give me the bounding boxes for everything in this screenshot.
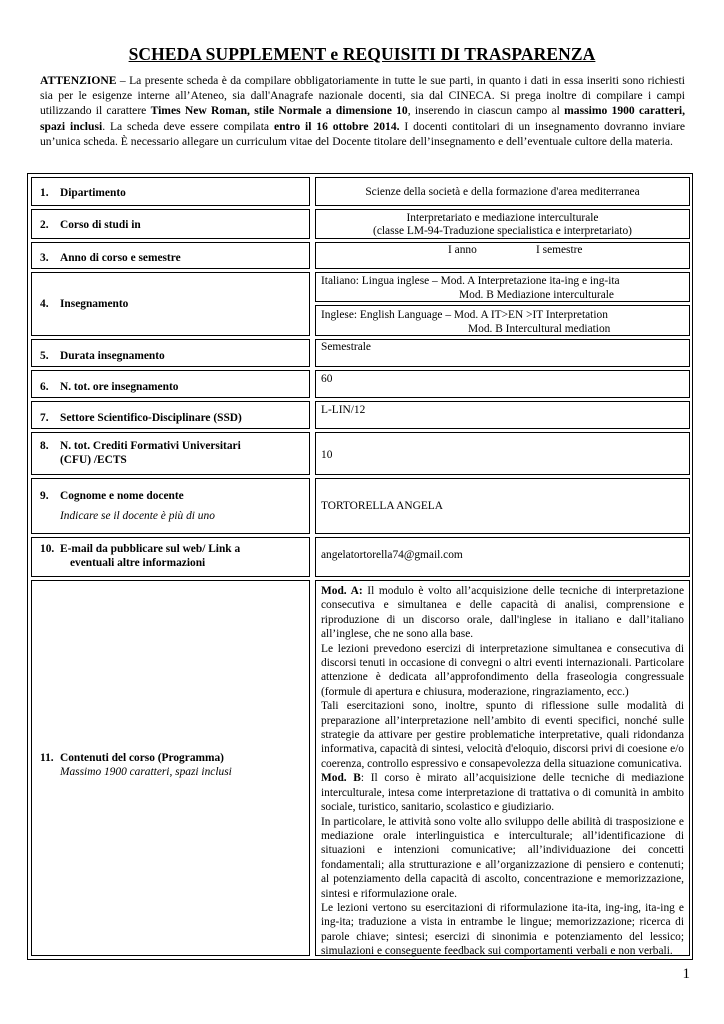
row-11-label: 11. Contenuti del corso (Programma) — [40, 752, 224, 764]
row-10-label: 10. E-mail da pubblicare sul web/ Link a — [40, 543, 241, 555]
duration-field[interactable] — [315, 339, 690, 367]
row-4-label: 4. Insegnamento — [40, 298, 129, 310]
program-mod-b: Mod. B: Il corso è mirato all’acquisizione delle tecniche di mediazione interculturale, intesa come interpretazione di trattativa o di comunità in ambito sociale, turistico, sanitario, scolastico e giudiziario. — [321, 772, 684, 814]
intro-max-bold: massimo 1900 caratteri, spazi inclusi — [40, 104, 685, 133]
year-semester-field[interactable] — [315, 242, 690, 269]
row-9-label-cell — [31, 478, 310, 534]
course-english-field[interactable] — [315, 305, 690, 336]
course-english-2: Mod. B Intercultural mediation — [468, 323, 611, 335]
total-hours-field[interactable] — [315, 370, 690, 398]
row-1-label-cell — [31, 177, 310, 206]
course-italian-2: Mod. B Mediazione interculturale — [459, 289, 614, 301]
row-8-label: 8. N. tot. Crediti Formativi Universitari — [40, 440, 241, 452]
row-10-label-2: eventuali altre informazioni — [70, 557, 206, 569]
ssd-value: L-LIN/12 — [321, 404, 366, 416]
department-field[interactable] — [315, 177, 690, 206]
duration-value: Semestrale — [321, 341, 371, 353]
course-english-1: Inglese: English Language – Mod. A IT>EN >IT Interpretation — [321, 309, 608, 321]
intro-text-3: . La scheda deve essere compilata — [102, 119, 274, 133]
row-6-label-cell — [31, 370, 310, 398]
form-table — [27, 173, 693, 960]
row-5-label-cell — [31, 339, 310, 367]
program-paragraph-3: Tali esercitazioni sono, inoltre, spunto di riflessione sulle modalità di preparazione all’interpretazione nell’ambito di eventi specifici, nonché sulle strategie da attivare per gestire problematiche interpretative, quali ridondanza informativa, capacità di sintesi, velocità d'eloquio, discorsi privi di coesione e/o coerenza, controllo espressivo e consapevolezza della situazione comunicativa. — [321, 700, 684, 770]
email-field[interactable] — [315, 537, 690, 577]
row-6-label: 6. N. tot. ore insegnamento — [40, 381, 179, 393]
email-value: angelatortorella74@gmail.com — [321, 549, 463, 561]
row-2-label: 2. Corso di studi in — [40, 219, 141, 231]
page-number: 1 — [682, 966, 690, 982]
intro-font-bold: Times New Roman, stile Normale a dimensione 10 — [150, 104, 408, 118]
department-value: Scienze della società e della formazione d'area mediterranea — [365, 186, 640, 198]
row-2-label-cell — [31, 209, 310, 239]
row-1-label: 1. Dipartimento — [40, 187, 126, 199]
cfu-field[interactable] — [315, 432, 690, 475]
program-paragraph-6: Le lezioni vertono su esercitazioni di riformulazione ita-ita, ing-ing, ita-ing e ing-ita; traduzione a vista in entrambe le lingue; memorizzazione; ricerca di parole chiave; sintesi; esercizi di sinonimia e potenziamento del lessico; simulazioni e conseguente feedback sui comportamenti verbali e non verbali. — [321, 901, 684, 958]
attention-label: ATTENZIONE — [40, 74, 117, 87]
teacher-name-field[interactable] — [315, 478, 690, 534]
course-of-study-field[interactable] — [315, 209, 690, 239]
intro-paragraph — [40, 73, 685, 149]
teacher-name-value: TORTORELLA ANGELA — [321, 500, 443, 512]
row-11-sublabel: Massimo 1900 caratteri, spazi inclusi — [60, 766, 232, 778]
ssd-field[interactable] — [315, 401, 690, 429]
page-title: SCHEDA SUPPLEMENT e REQUISITI DI TRASPARENZA — [128, 44, 596, 64]
row-4-label-cell — [31, 272, 310, 336]
semester-value: I semestre — [536, 244, 583, 256]
cfu-value: 10 — [321, 449, 333, 461]
course-italian-field[interactable] — [315, 272, 690, 302]
row-9-sublabel: Indicare se il docente è più di uno — [60, 510, 215, 522]
course-value-1: Interpretariato e mediazione interculturale — [406, 212, 599, 224]
year-value: I anno — [448, 244, 477, 256]
program-paragraph-5: In particolare, le attività sono volte allo sviluppo delle abilità di trasposizione e mediazione orale interlinguistica e interculturale; all’identificazione di situazioni e intenzioni comunicative; all’individuazione dei concetti fondamentali; alla strutturazione e all’organizzazione di pensiero e contenuti; al potenziamento della capacità di ascolto, concentrazione e memorizzazione, sintesi e riformulazione orale. — [321, 815, 684, 900]
row-11-label-cell — [31, 580, 310, 956]
program-paragraph-2: Le lezioni prevedono esercizi di interpretazione simultanea e consecutiva di discorsi tenuti in occasione di convegni o altri eventi internazionali. Particolare attenzione è dedicata all’approfondimento della fraseologia congressuale (formule di apertura e chiusura, moderazione, ringraziamento, ecc.) — [321, 642, 684, 698]
row-7-label-cell — [31, 401, 310, 429]
row-8-label-2: (CFU) /ECTS — [60, 454, 127, 466]
intro-deadline-bold: entro il 16 ottobre 2014. — [273, 119, 400, 133]
intro-text-4: I docenti contitolari di un insegnamento dovranno inviare un’unica scheda. È necessario allegare un curriculum vitae del Docente titolare dell’insegnamento e dell’eventuale cultore della materia. — [40, 119, 685, 148]
row-7-label: 7. Settore Scientifico-Disciplinare (SSD) — [40, 412, 242, 424]
intro-text-2: , inserendo in ciascun campo al — [407, 104, 565, 118]
program-text — [321, 584, 684, 959]
program-content-field[interactable] — [315, 580, 690, 956]
course-italian-1: Italiano: Lingua inglese – Mod. A Interpretazione ita-ing e ing-ita — [321, 275, 620, 287]
course-value-2: (classe LM-94-Traduzione specialistica e interpretariato) — [373, 225, 632, 237]
program-mod-a: Mod. A: Il modulo è volto all’acquisizione delle tecniche di interpretazione consecutiva e simultanea e delle capacità di analisi, comprensione e riproduzione di un discorso orale, dall'inglese in italiano e dall’italiano all’inglese, che ne sono alla base. — [321, 585, 685, 641]
row-10-label-cell — [31, 537, 310, 577]
row-3-label: 3. Anno di corso e semestre — [40, 252, 181, 264]
row-8-label-cell — [31, 432, 310, 475]
row-3-label-cell — [31, 242, 310, 269]
row-5-label: 5. Durata insegnamento — [40, 350, 165, 362]
total-hours-value: 60 — [321, 373, 333, 385]
row-9-label: 9. Cognome e nome docente — [40, 490, 184, 502]
intro-text-1: – La presente scheda è da compilare obbligatoriamente in tutte le sue parti, in quanto i dati in essa inseriti sono richiesti sia per le esigenze interne all’Ateneo, sia dall'Anagrafe nazionale docenti, sia dal CINECA. Si prega inoltre di compilare i campi utilizzando il carattere — [40, 74, 685, 118]
